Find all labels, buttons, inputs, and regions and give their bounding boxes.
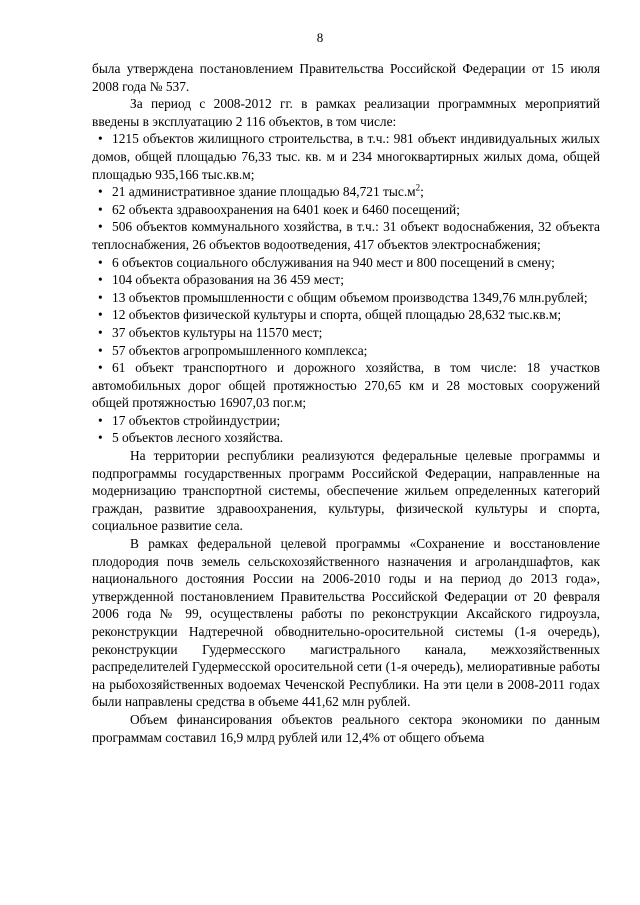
list-item [92,359,600,412]
document-body [92,60,600,746]
list-item [92,130,600,183]
paragraph-soil-program: В рамках федеральной целевой программы «Сохранение и восстановление плодородия почв земель сельскохозяйственного назначения и агроландшафтов, как национального достояния России на 2006-2010 годы и на период до 2013 года», утвержденной постановлением Правительства Российской Федерации от 20 февраля 2006 года № 99, осуществлены работы по реконструкции Аксайского гидроузла, реконструкции Надтеречной обводнительно-оросительной системы (1-я очередь), реконструкции Гудермесского магистрального канала, межхозяйственных распределителей Гудермесской оросительной сети (1-я очередь), мелиоративные работы на рыбохозяйственных водоемах Чеченской Республики. На эти цели в 2008-2011 годах были направлены средства в объеме 441,62 млн рублей. [92,536,600,710]
list-item-text: 6 объектов социального обслуживания на 940 мест и 800 посещений в смену; [112,254,555,270]
bullet-icon: • [98,219,103,235]
list-item [92,324,600,342]
paragraph-intro: была утверждена постановлением Правительства Российской Федерации от 15 июля 2008 года № 537. [92,61,600,94]
bullet-list [92,130,600,447]
list-item-text: 12 объектов физической культуры и спорта, общей площадью 28,632 тыс.кв.м; [112,307,562,323]
bullet-icon: • [98,184,103,200]
bullet-icon: • [98,201,103,217]
list-item [92,342,600,360]
bullet-icon: • [98,131,103,147]
list-item [92,183,600,201]
list-item-text: 37 объектов культуры на 11570 мест; [112,324,323,340]
bullet-icon: • [98,272,103,288]
list-item [92,289,600,307]
superscript: 2 [415,182,421,193]
list-item-text: 13 объектов промышленности с общим объемом производства 1349,76 млн.рублей; [112,289,588,305]
list-item-text: 21 административное здание площадью 84,721 тыс.м [112,184,416,200]
list-item [92,271,600,289]
paragraph-financing: Объем финансирования объектов реального сектора экономики по данным программам составил 16,9 млрд рублей или 12,4% от общего объема [92,711,600,745]
list-item-end: ; [420,184,424,200]
bullet-icon: • [98,342,103,358]
list-item [92,201,600,219]
list-item [92,429,600,447]
bullet-icon: • [98,412,103,428]
bullet-icon: • [98,307,103,323]
list-item [92,412,600,430]
list-item-text: 5 объектов лесного хозяйства. [112,430,284,446]
list-item-text: 57 объектов агропромышленного комплекса; [112,342,368,358]
bullet-icon: • [98,324,103,340]
list-item-text: 104 объекта образования на 36 459 мест; [112,272,344,288]
bullet-icon: • [98,430,103,446]
list-item [92,306,600,324]
bullet-icon: • [98,360,103,376]
list-item [92,254,600,272]
list-item-text: 17 объектов стройиндустрии; [112,412,281,428]
bullet-icon: • [98,254,103,270]
paragraph-period-summary: За период с 2008-2012 гг. в рамках реализации программных мероприятий введены в эксплуатацию 2 116 объектов, в том числе: [92,96,600,129]
list-item [92,218,600,253]
paragraph-federal-programs: На территории республики реализуются федеральные целевые программы и подпрограммы государственных программ Российской Федерации, направленные на модернизацию транспортной системы, обеспечение жильем определенных категорий граждан, развитие здравоохранения, культуры, физической культуры и спорта, социальное развитие села. [92,448,600,534]
list-item-text: 1215 объектов жилищного строительства, в т.ч.: 981 объект индивидуальных жилых домов, общей площадью 76,33 тыс. кв. м и 234 многоквартирных жилых дома, общей площадью 935,166 тыс.кв.м; [92,131,600,182]
page-number: 8 [316,30,324,45]
bullet-icon: • [98,289,103,305]
list-item-text: 62 объекта здравоохранения на 6401 коек и 6460 посещений; [112,201,460,217]
list-item-text: 506 объектов коммунального хозяйства, в т.ч.: 31 объект водоснабжения, 32 объекта теплоснабжения, 26 объектов водоотведения, 417 объектов электроснабжения; [92,219,600,252]
list-item-text: 61 объект транспортного и дорожного хозяйства, в том числе: 18 участков автомобильных дорог общей протяжностью 270,65 км и 28 мостовых сооружений общей протяжностью 16907,03 пог.м; [92,360,600,411]
